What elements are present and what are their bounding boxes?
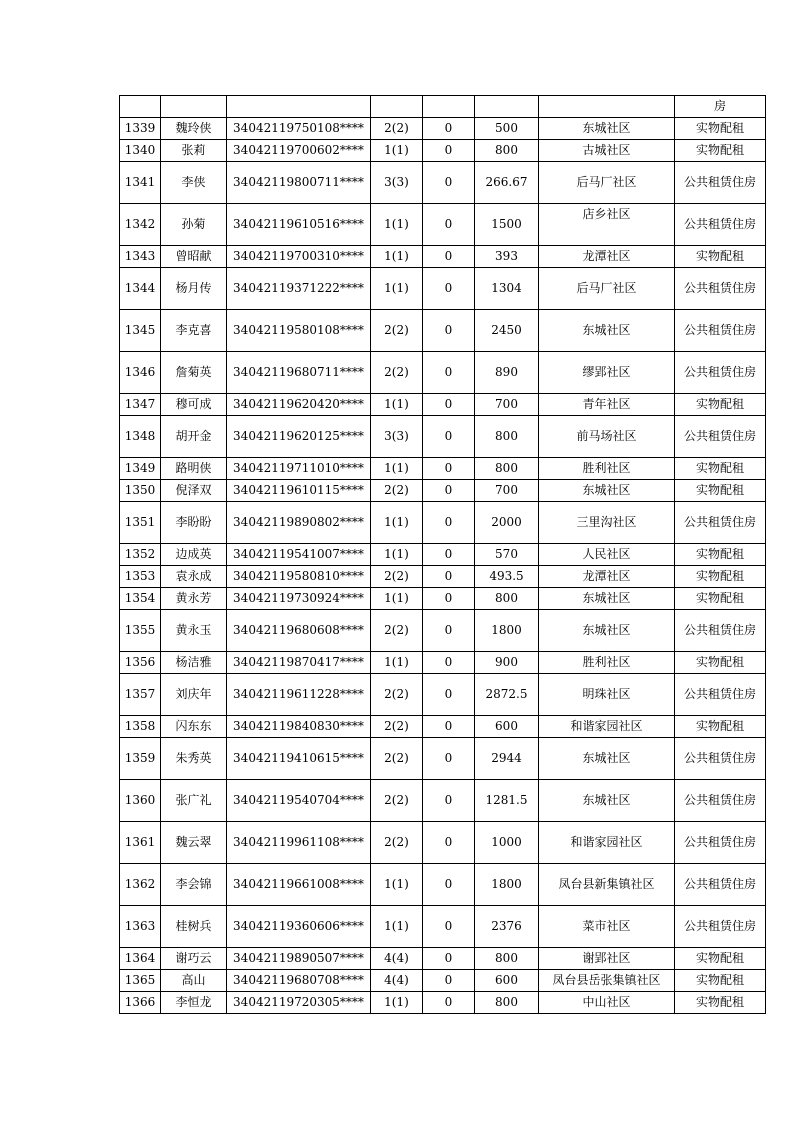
table-row xyxy=(120,948,766,970)
cell-type: 公共租赁住房 xyxy=(675,610,766,652)
cell-pop: 2(2) xyxy=(371,118,423,140)
cell-id: 34042119890802**** xyxy=(227,502,371,544)
cell-no: 1355 xyxy=(120,610,161,652)
table-row xyxy=(120,906,766,948)
cell-name: 魏云翠 xyxy=(161,822,227,864)
cell-c: 0 xyxy=(423,948,475,970)
cell-c: 0 xyxy=(423,140,475,162)
cell-community: 和谐家园社区 xyxy=(539,716,675,738)
table-row xyxy=(120,162,766,204)
cell-pop xyxy=(371,96,423,118)
cell-name: 黄永玉 xyxy=(161,610,227,652)
cell-type: 实物配租 xyxy=(675,948,766,970)
cell-amount: 800 xyxy=(475,140,539,162)
cell-c: 0 xyxy=(423,716,475,738)
cell-pop: 2(2) xyxy=(371,352,423,394)
cell-type: 公共租赁住房 xyxy=(675,416,766,458)
cell-c: 0 xyxy=(423,992,475,1014)
cell-name: 边成英 xyxy=(161,544,227,566)
cell-community: 凤台县岳张集镇社区 xyxy=(539,970,675,992)
cell-c: 0 xyxy=(423,588,475,610)
table-row xyxy=(120,992,766,1014)
cell-community: 古城社区 xyxy=(539,140,675,162)
cell-id: 34042119610115**** xyxy=(227,480,371,502)
cell-no: 1341 xyxy=(120,162,161,204)
cell-c: 0 xyxy=(423,566,475,588)
table-row xyxy=(120,480,766,502)
cell-name: 詹菊英 xyxy=(161,352,227,394)
cell-pop: 1(1) xyxy=(371,544,423,566)
cell-name: 穆可成 xyxy=(161,394,227,416)
cell-id: 34042119610516**** xyxy=(227,204,371,246)
cell-id: 34042119720305**** xyxy=(227,992,371,1014)
cell-pop: 1(1) xyxy=(371,502,423,544)
table-row xyxy=(120,544,766,566)
cell-c: 0 xyxy=(423,394,475,416)
cell-amount: 2450 xyxy=(475,310,539,352)
cell-no: 1340 xyxy=(120,140,161,162)
cell-type: 实物配租 xyxy=(675,394,766,416)
table-row xyxy=(120,118,766,140)
cell-community: 和谐家园社区 xyxy=(539,822,675,864)
cell-community: 青年社区 xyxy=(539,394,675,416)
cell-name: 魏玲侠 xyxy=(161,118,227,140)
table-row xyxy=(120,246,766,268)
cell-c: 0 xyxy=(423,352,475,394)
cell-pop: 1(1) xyxy=(371,588,423,610)
table-row xyxy=(120,566,766,588)
cell-name xyxy=(161,96,227,118)
cell-type: 实物配租 xyxy=(675,246,766,268)
cell-name: 孙菊 xyxy=(161,204,227,246)
cell-id: 34042119730924**** xyxy=(227,588,371,610)
table-row xyxy=(120,822,766,864)
cell-no: 1364 xyxy=(120,948,161,970)
table-row xyxy=(120,352,766,394)
cell-id: 34042119840830**** xyxy=(227,716,371,738)
cell-id: 34042119800711**** xyxy=(227,162,371,204)
cell-amount: 2000 xyxy=(475,502,539,544)
table-row xyxy=(120,394,766,416)
cell-type: 实物配租 xyxy=(675,716,766,738)
cell-amount: 1000 xyxy=(475,822,539,864)
cell-amount: 800 xyxy=(475,458,539,480)
table-row xyxy=(120,864,766,906)
cell-type: 公共租赁住房 xyxy=(675,738,766,780)
cell-c: 0 xyxy=(423,610,475,652)
cell-community: 明珠社区 xyxy=(539,674,675,716)
cell-pop: 2(2) xyxy=(371,480,423,502)
cell-amount: 2376 xyxy=(475,906,539,948)
cell-community: 中山社区 xyxy=(539,992,675,1014)
cell-name: 路明侠 xyxy=(161,458,227,480)
cell-pop: 2(2) xyxy=(371,610,423,652)
cell-c: 0 xyxy=(423,652,475,674)
cell-id: 34042119680711**** xyxy=(227,352,371,394)
cell-name: 杨月传 xyxy=(161,268,227,310)
table-row xyxy=(120,416,766,458)
cell-id: 34042119410615**** xyxy=(227,738,371,780)
cell-type: 公共租赁住房 xyxy=(675,502,766,544)
cell-id: 34042119540704**** xyxy=(227,780,371,822)
cell-no: 1363 xyxy=(120,906,161,948)
cell-amount: 700 xyxy=(475,480,539,502)
cell-id xyxy=(227,96,371,118)
cell-community: 东城社区 xyxy=(539,780,675,822)
cell-name: 袁永成 xyxy=(161,566,227,588)
cell-community: 龙潭社区 xyxy=(539,246,675,268)
cell-name: 李侠 xyxy=(161,162,227,204)
cell-community: 谢郢社区 xyxy=(539,948,675,970)
cell-type: 公共租赁住房 xyxy=(675,352,766,394)
cell-id: 34042119680608**** xyxy=(227,610,371,652)
cell-no: 1350 xyxy=(120,480,161,502)
cell-no: 1361 xyxy=(120,822,161,864)
cell-pop: 2(2) xyxy=(371,716,423,738)
cell-c: 0 xyxy=(423,162,475,204)
cell-no: 1354 xyxy=(120,588,161,610)
cell-amount: 1800 xyxy=(475,610,539,652)
cell-community: 东城社区 xyxy=(539,480,675,502)
cell-amount: 800 xyxy=(475,992,539,1014)
cell-name: 张广礼 xyxy=(161,780,227,822)
table-body xyxy=(120,96,766,1014)
cell-type: 公共租赁住房 xyxy=(675,162,766,204)
cell-amount: 800 xyxy=(475,588,539,610)
cell-amount: 570 xyxy=(475,544,539,566)
cell-name: 倪泽双 xyxy=(161,480,227,502)
cell-no: 1366 xyxy=(120,992,161,1014)
table-row xyxy=(120,610,766,652)
cell-id: 34042119700310**** xyxy=(227,246,371,268)
cell-pop: 3(3) xyxy=(371,162,423,204)
cell-amount: 500 xyxy=(475,118,539,140)
cell-c: 0 xyxy=(423,310,475,352)
cell-no: 1365 xyxy=(120,970,161,992)
cell-id: 34042119711010**** xyxy=(227,458,371,480)
cell-c: 0 xyxy=(423,118,475,140)
cell-amount: 900 xyxy=(475,652,539,674)
cell-no: 1339 xyxy=(120,118,161,140)
cell-name: 谢巧云 xyxy=(161,948,227,970)
cell-id: 34042119611228**** xyxy=(227,674,371,716)
table-row xyxy=(120,502,766,544)
cell-amount: 600 xyxy=(475,716,539,738)
cell-community: 凤台县新集镇社区 xyxy=(539,864,675,906)
cell-type: 实物配租 xyxy=(675,566,766,588)
cell-amount xyxy=(475,96,539,118)
cell-pop: 1(1) xyxy=(371,204,423,246)
cell-amount: 1304 xyxy=(475,268,539,310)
cell-no: 1359 xyxy=(120,738,161,780)
cell-id: 34042119890507**** xyxy=(227,948,371,970)
cell-id: 34042119750108**** xyxy=(227,118,371,140)
cell-name: 黄永芳 xyxy=(161,588,227,610)
cell-name: 李恒龙 xyxy=(161,992,227,1014)
cell-no: 1346 xyxy=(120,352,161,394)
cell-type: 公共租赁住房 xyxy=(675,906,766,948)
cell-community: 菜市社区 xyxy=(539,906,675,948)
cell-type: 实物配租 xyxy=(675,480,766,502)
cell-community: 东城社区 xyxy=(539,610,675,652)
cell-type: 公共租赁住房 xyxy=(675,674,766,716)
cell-community: 店乡社区 xyxy=(539,204,675,246)
cell-no: 1342 xyxy=(120,204,161,246)
cell-c: 0 xyxy=(423,780,475,822)
table-row xyxy=(120,268,766,310)
cell-c: 0 xyxy=(423,822,475,864)
table-row xyxy=(120,970,766,992)
cell-amount: 1800 xyxy=(475,864,539,906)
cell-pop: 3(3) xyxy=(371,416,423,458)
cell-no: 1358 xyxy=(120,716,161,738)
cell-c: 0 xyxy=(423,458,475,480)
cell-community: 龙潭社区 xyxy=(539,566,675,588)
cell-amount: 890 xyxy=(475,352,539,394)
cell-type: 实物配租 xyxy=(675,544,766,566)
cell-c: 0 xyxy=(423,738,475,780)
cell-no: 1344 xyxy=(120,268,161,310)
cell-amount: 800 xyxy=(475,416,539,458)
table-row xyxy=(120,674,766,716)
cell-name: 桂树兵 xyxy=(161,906,227,948)
cell-community: 东城社区 xyxy=(539,310,675,352)
cell-type: 实物配租 xyxy=(675,970,766,992)
cell-amount: 493.5 xyxy=(475,566,539,588)
cell-name: 高山 xyxy=(161,970,227,992)
cell-no: 1347 xyxy=(120,394,161,416)
cell-pop: 4(4) xyxy=(371,948,423,970)
cell-type: 实物配租 xyxy=(675,588,766,610)
cell-pop: 1(1) xyxy=(371,906,423,948)
cell-name: 曾昭献 xyxy=(161,246,227,268)
cell-name: 闪东东 xyxy=(161,716,227,738)
cell-pop: 2(2) xyxy=(371,310,423,352)
cell-name: 张莉 xyxy=(161,140,227,162)
table-row xyxy=(120,652,766,674)
cell-type: 公共租赁住房 xyxy=(675,268,766,310)
cell-id: 34042119620420**** xyxy=(227,394,371,416)
table-row xyxy=(120,780,766,822)
table-row xyxy=(120,458,766,480)
cell-c: 0 xyxy=(423,416,475,458)
cell-id: 34042119360606**** xyxy=(227,906,371,948)
cell-pop: 4(4) xyxy=(371,970,423,992)
cell-name: 李会锦 xyxy=(161,864,227,906)
cell-no: 1351 xyxy=(120,502,161,544)
cell-pop: 1(1) xyxy=(371,864,423,906)
cell-type: 实物配租 xyxy=(675,652,766,674)
cell-amount: 1281.5 xyxy=(475,780,539,822)
cell-id: 34042119580108**** xyxy=(227,310,371,352)
cell-id: 34042119371222**** xyxy=(227,268,371,310)
cell-type: 公共租赁住房 xyxy=(675,822,766,864)
cell-pop: 2(2) xyxy=(371,738,423,780)
allocation-table-container xyxy=(119,95,766,1014)
table-row xyxy=(120,204,766,246)
cell-type: 房 xyxy=(675,96,766,118)
cell-id: 34042119541007**** xyxy=(227,544,371,566)
cell-pop: 1(1) xyxy=(371,394,423,416)
table-row xyxy=(120,140,766,162)
cell-pop: 2(2) xyxy=(371,566,423,588)
cell-type: 公共租赁住房 xyxy=(675,780,766,822)
cell-community: 胜利社区 xyxy=(539,458,675,480)
cell-name: 杨洁雅 xyxy=(161,652,227,674)
cell-community: 东城社区 xyxy=(539,588,675,610)
cell-no: 1343 xyxy=(120,246,161,268)
cell-pop: 1(1) xyxy=(371,268,423,310)
cell-id: 34042119870417**** xyxy=(227,652,371,674)
cell-pop: 1(1) xyxy=(371,652,423,674)
cell-c: 0 xyxy=(423,480,475,502)
cell-no: 1357 xyxy=(120,674,161,716)
cell-type: 实物配租 xyxy=(675,458,766,480)
cell-c xyxy=(423,96,475,118)
cell-amount: 800 xyxy=(475,948,539,970)
cell-no: 1345 xyxy=(120,310,161,352)
cell-c: 0 xyxy=(423,502,475,544)
cell-type: 公共租赁住房 xyxy=(675,310,766,352)
cell-id: 34042119661008**** xyxy=(227,864,371,906)
cell-c: 0 xyxy=(423,246,475,268)
cell-pop: 1(1) xyxy=(371,140,423,162)
cell-id: 34042119620125**** xyxy=(227,416,371,458)
allocation-table xyxy=(119,95,766,1014)
cell-name: 刘庆年 xyxy=(161,674,227,716)
cell-c: 0 xyxy=(423,864,475,906)
cell-no: 1352 xyxy=(120,544,161,566)
cell-type: 实物配租 xyxy=(675,992,766,1014)
cell-pop: 1(1) xyxy=(371,458,423,480)
cell-community: 缪郢社区 xyxy=(539,352,675,394)
cell-amount: 700 xyxy=(475,394,539,416)
cell-id: 34042119961108**** xyxy=(227,822,371,864)
table-row xyxy=(120,310,766,352)
cell-community: 后马厂社区 xyxy=(539,162,675,204)
cell-amount: 600 xyxy=(475,970,539,992)
cell-no: 1360 xyxy=(120,780,161,822)
cell-name: 朱秀英 xyxy=(161,738,227,780)
cell-amount: 393 xyxy=(475,246,539,268)
cell-type: 实物配租 xyxy=(675,140,766,162)
cell-no: 1356 xyxy=(120,652,161,674)
cell-no: 1349 xyxy=(120,458,161,480)
cell-c: 0 xyxy=(423,204,475,246)
cell-id: 34042119700602**** xyxy=(227,140,371,162)
cell-pop: 2(2) xyxy=(371,674,423,716)
cell-type: 公共租赁住房 xyxy=(675,204,766,246)
cell-community: 前马场社区 xyxy=(539,416,675,458)
cell-no: 1348 xyxy=(120,416,161,458)
cell-amount: 2944 xyxy=(475,738,539,780)
cell-name: 李克喜 xyxy=(161,310,227,352)
cell-type: 公共租赁住房 xyxy=(675,864,766,906)
cell-community xyxy=(539,96,675,118)
cell-pop: 1(1) xyxy=(371,246,423,268)
table-row xyxy=(120,738,766,780)
cell-name: 胡开金 xyxy=(161,416,227,458)
cell-c: 0 xyxy=(423,544,475,566)
cell-amount: 266.67 xyxy=(475,162,539,204)
cell-id: 34042119580810**** xyxy=(227,566,371,588)
cell-pop: 2(2) xyxy=(371,780,423,822)
cell-community: 人民社区 xyxy=(539,544,675,566)
cell-pop: 1(1) xyxy=(371,992,423,1014)
cell-community: 胜利社区 xyxy=(539,652,675,674)
cell-id: 34042119680708**** xyxy=(227,970,371,992)
cell-community: 东城社区 xyxy=(539,738,675,780)
table-row xyxy=(120,588,766,610)
cell-no: 1353 xyxy=(120,566,161,588)
cell-c: 0 xyxy=(423,970,475,992)
cell-type: 实物配租 xyxy=(675,118,766,140)
table-row xyxy=(120,716,766,738)
cell-community: 三里沟社区 xyxy=(539,502,675,544)
cell-amount: 2872.5 xyxy=(475,674,539,716)
cell-community: 东城社区 xyxy=(539,118,675,140)
cell-name: 李盼盼 xyxy=(161,502,227,544)
cell-amount: 1500 xyxy=(475,204,539,246)
cell-c: 0 xyxy=(423,268,475,310)
cell-c: 0 xyxy=(423,906,475,948)
cell-pop: 2(2) xyxy=(371,822,423,864)
cell-community: 后马厂社区 xyxy=(539,268,675,310)
cell-c: 0 xyxy=(423,674,475,716)
cell-no xyxy=(120,96,161,118)
cell-no: 1362 xyxy=(120,864,161,906)
table-row-fragment xyxy=(120,96,766,118)
